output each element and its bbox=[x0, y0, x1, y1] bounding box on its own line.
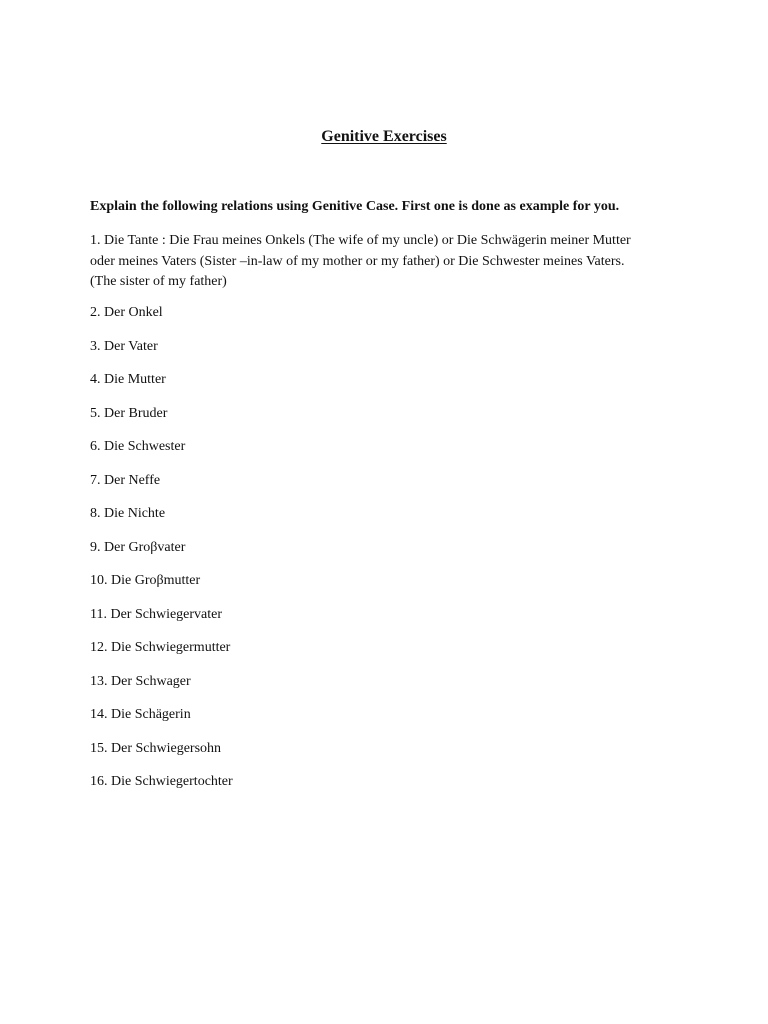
example-line: oder meines Vaters (Sister –in-law of my mother or my father) or Die Schwester meines Vaters. bbox=[90, 253, 625, 269]
exercise-item: 5. Der Bruder bbox=[90, 405, 168, 421]
exercise-item: 9. Der Groβvater bbox=[90, 539, 186, 555]
exercise-item: 14. Die Schägerin bbox=[90, 707, 191, 722]
instruction-text: Explain the following relations using Genitive Case. First one is done as example for you. bbox=[90, 199, 620, 214]
exercise-item: 15. Der Schwiegersohn bbox=[90, 740, 222, 756]
exercise-item: 16. Die Schwiegertochter bbox=[90, 774, 233, 789]
example-line: 1. Die Tante : Die Frau meines Onkels (The wife of my uncle) or Die Schwägerin meiner Mutter bbox=[90, 233, 631, 248]
exercise-item: 6. Die Schwester bbox=[90, 439, 186, 454]
exercise-item: 13. Der Schwager bbox=[90, 673, 191, 689]
exercise-item: 2. Der Onkel bbox=[90, 305, 163, 320]
exercise-item: 7. Der Neffe bbox=[90, 472, 161, 488]
exercise-item: 12. Die Schwiegermutter bbox=[90, 640, 231, 655]
exercise-item: 4. Die Mutter bbox=[90, 372, 166, 387]
example-line: (The sister of my father) bbox=[90, 274, 227, 289]
exercise-item: 11. Der Schwiegervater bbox=[90, 606, 223, 622]
example-answer bbox=[90, 231, 690, 293]
page-title: Genitive Exercises bbox=[321, 128, 447, 145]
exercise-item: 3. Der Vater bbox=[90, 338, 158, 354]
exercise-item: 10. Die Groβmutter bbox=[90, 573, 201, 588]
exercise-item: 8. Die Nichte bbox=[90, 506, 166, 521]
exercise-list bbox=[90, 303, 650, 806]
